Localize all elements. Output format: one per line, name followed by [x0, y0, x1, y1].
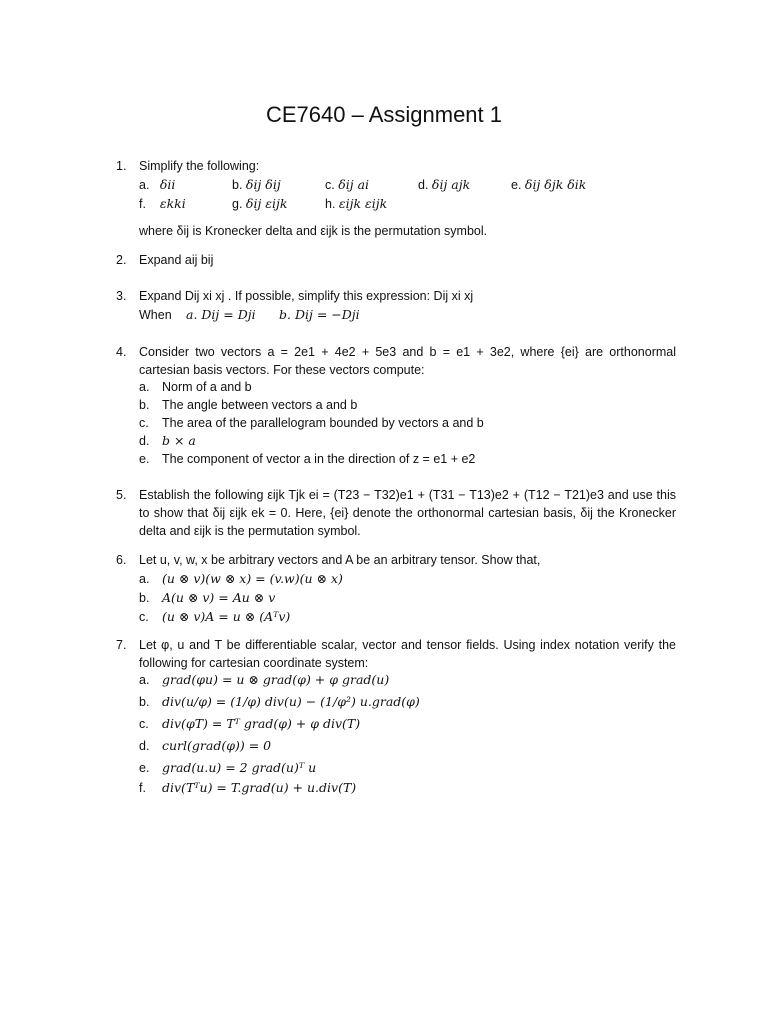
q1-item-a: a. δii	[139, 177, 176, 192]
q1-number: 1.	[116, 159, 127, 173]
q7-item-d: curl(grad(φ)) = 0	[162, 738, 272, 753]
q4-item-e: The component of vector a in the direction of z = e1 + e2	[162, 452, 476, 466]
q4-item-d: b × a	[162, 433, 196, 448]
q7-item-a: grad(φu) = u ⊗ grad(φ) + φ grad(u)	[162, 672, 390, 687]
q6-item-a-label: a.	[139, 572, 150, 586]
q2-text: Expand aij bij	[139, 253, 214, 267]
q3-case-a: a. Dij = Dji	[186, 307, 256, 322]
q7-item-f: div(Tᵀu) = T.grad(u) + u.div(T)	[162, 780, 357, 795]
q4-number: 4.	[116, 345, 127, 359]
q1-item-h: h. εijk εijk	[325, 196, 388, 211]
q7-number: 7.	[116, 638, 127, 652]
q6-text: Let u, v, w, x be arbitrary vectors and A be an arbitrary tensor. Show that,	[139, 553, 541, 567]
q4-text: Consider two vectors a = 2e1 + 4e2 + 5e3 and b = e1 + 3e2, where {ei} are orthonormal cartesian basis vectors. For these vectors compute:	[139, 345, 676, 377]
q4-item-e-label: e.	[139, 452, 150, 466]
q1-item-g: g. δij εijk	[232, 196, 288, 211]
page-title: CE7640 – Assignment 1	[265, 102, 503, 127]
q4-item-a-label: a.	[139, 380, 150, 394]
q5-text: Establish the following εijk Tjk ei = (T23 − T32)e1 + (T31 − T13)e2 + (T12 − T21)e3 and use this to show that δij εijk ek = 0. Here, {ei} denote the orthonormal cartesian basis, δij the Kronecker delta and εijk is the permutation symbol.	[139, 488, 676, 538]
q7-text: Let φ, u and T be differentiable scalar, vector and tensor fields. Using index notation verify the following for cartesian coordinate system:	[139, 638, 676, 670]
q1-note: where δij is Kronecker delta and εijk is the permutation symbol.	[139, 224, 488, 238]
q4-item-b-label: b.	[139, 398, 150, 412]
q7-item-f-label: f.	[139, 781, 146, 795]
q4-item-c: The area of the parallelogram bounded by vectors a and b	[162, 416, 484, 430]
q6-item-c-label: c.	[139, 610, 149, 624]
q7-item-d-label: d.	[139, 739, 150, 753]
q2-number: 2.	[116, 253, 127, 267]
q6-item-c: (u ⊗ v)A = u ⊗ (Aᵀv)	[162, 609, 291, 624]
q1-item-d: d. δij ajk	[418, 177, 471, 192]
q7-item-c-label: c.	[139, 717, 149, 731]
q7-item-b: div(u/φ) = (1/φ) div(u) − (1/φ²) u.grad(φ)	[162, 694, 420, 709]
q3-number: 3.	[116, 289, 127, 303]
q3-text: Expand Dij xi xj . If possible, simplify this expression: Dij xi xj	[139, 289, 474, 303]
q5-number: 5.	[116, 488, 127, 502]
q1-item-e: e. δij δjk δik	[511, 177, 587, 192]
q4-item-d-label: d.	[139, 434, 150, 448]
q1-item-f: f. εkki	[139, 196, 186, 211]
q7-item-e-label: e.	[139, 761, 150, 775]
q4-item-b: The angle between vectors a and b	[162, 398, 358, 412]
q1-item-c: c. δij ai	[325, 177, 370, 192]
q3-case-b: b. Dij = −Dji	[279, 307, 360, 322]
q1-item-b: b. δij δij	[232, 177, 281, 192]
q4-item-c-label: c.	[139, 416, 149, 430]
q6-item-b-label: b.	[139, 591, 150, 605]
q7-item-e: grad(u.u) = 2 grad(u)ᵀ u	[162, 760, 317, 775]
q1-heading: Simplify the following:	[139, 159, 260, 173]
q4-item-a: Norm of a and b	[162, 380, 252, 394]
q7-item-c: div(φT) = Tᵀ grad(φ) + φ div(T)	[162, 716, 361, 731]
q6-item-b: A(u ⊗ v) = Au ⊗ v	[162, 590, 276, 605]
q6-number: 6.	[116, 553, 127, 567]
q7-item-a-label: a.	[139, 673, 150, 687]
q3-when: When	[139, 308, 172, 322]
q6-item-a: (u ⊗ v)(w ⊗ x) = (v.w)(u ⊗ x)	[162, 571, 343, 586]
q7-item-b-label: b.	[139, 695, 150, 709]
